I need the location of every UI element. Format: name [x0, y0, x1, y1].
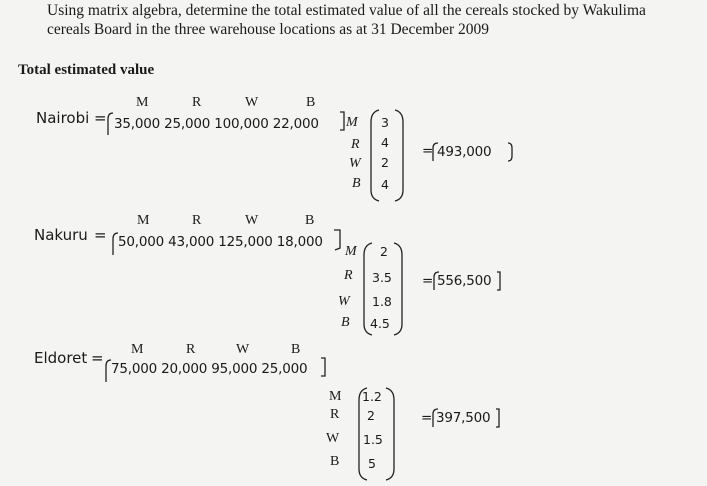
- nairobi-qty-w: 2: [381, 155, 389, 170]
- eldoret-row-label-w: W: [326, 431, 340, 446]
- nairobi-col-bracket-right: [392, 108, 406, 203]
- equals-sign: =: [94, 226, 107, 244]
- nairobi-row-label-r: R: [351, 137, 360, 152]
- nakuru-row-label-w: W: [338, 294, 350, 309]
- header-b: B: [305, 213, 315, 228]
- header-m: M: [136, 95, 149, 110]
- nakuru-qty-r: 3.5: [372, 270, 392, 285]
- header-r: R: [186, 342, 196, 357]
- header-w: W: [245, 213, 259, 228]
- nairobi-row-label-b: B: [352, 176, 361, 191]
- header-r: R: [192, 213, 202, 228]
- eldoret-row-label-r: R: [330, 407, 340, 422]
- nakuru-prices: 50,000 43,000 125,000 18,000: [118, 234, 323, 250]
- nairobi-row-label-m: M: [346, 115, 358, 130]
- question-line-1: Using matrix algebra, determine the total estimated value of all the cereals stocked by Wakulima: [47, 2, 646, 19]
- nairobi-prices: 35,000 25,000 100,000 22,000: [114, 116, 319, 132]
- nairobi-col-bracket-left: [368, 108, 382, 203]
- eldoret-row-label-m: M: [329, 389, 342, 404]
- header-w: W: [236, 342, 250, 357]
- nairobi-qty-m: 3: [381, 115, 389, 130]
- nakuru-label: Nakuru: [34, 226, 88, 244]
- eldoret-result-equals: =: [421, 410, 433, 426]
- question-line-2: cereals Board in the three warehouse locations as at 31 December 2009: [47, 21, 490, 38]
- equals-sign: =: [94, 109, 107, 127]
- nakuru-row-bracket-right: [332, 228, 346, 252]
- nakuru-row-label-m: M: [345, 244, 357, 259]
- header-m: M: [131, 342, 144, 357]
- eldoret-qty-w: 1.5: [363, 432, 383, 447]
- eldoret-label: Eldoret: [34, 349, 88, 367]
- nairobi-qty-b: 4: [381, 177, 389, 192]
- section-title: Total estimated value: [18, 62, 155, 78]
- nakuru-qty-b: 4.5: [370, 316, 390, 331]
- header-b: B: [291, 342, 301, 357]
- nairobi-qty-r: 4: [381, 135, 389, 150]
- nairobi-label: Nairobi: [36, 109, 90, 127]
- eldoret-qty-b: 5: [368, 456, 376, 471]
- nakuru-row-label-b: B: [341, 315, 350, 330]
- nairobi-row-label-w: W: [349, 156, 361, 171]
- eldoret-prices: 75,000 20,000 95,000 25,000: [111, 361, 308, 377]
- nairobi-result: 493,000: [437, 144, 492, 160]
- eldoret-row-bracket-right: [319, 356, 329, 380]
- nairobi-result-equals: =: [422, 143, 434, 159]
- nakuru-result-equals: =: [422, 273, 434, 289]
- eldoret-result-bracket-right: [493, 407, 503, 429]
- nakuru-result: 556,500: [437, 273, 492, 289]
- equals-sign: =: [91, 349, 104, 367]
- header-w: W: [245, 95, 259, 110]
- eldoret-row-label-b: B: [330, 454, 340, 469]
- header-r: R: [192, 95, 202, 110]
- nakuru-result-bracket-right: [494, 270, 504, 292]
- nakuru-row-label-r: R: [344, 268, 353, 283]
- eldoret-qty-m: 1.2: [362, 389, 382, 404]
- header-b: B: [306, 95, 316, 110]
- nairobi-result-bracket-right: [505, 141, 515, 163]
- nakuru-qty-m: 2: [380, 244, 388, 259]
- eldoret-result: 397,500: [436, 410, 491, 426]
- nakuru-qty-w: 1.8: [372, 294, 392, 309]
- nakuru-col-bracket-right: [391, 241, 405, 337]
- header-m: M: [137, 213, 150, 228]
- eldoret-col-bracket-right: [383, 386, 397, 482]
- eldoret-qty-r: 2: [367, 408, 375, 423]
